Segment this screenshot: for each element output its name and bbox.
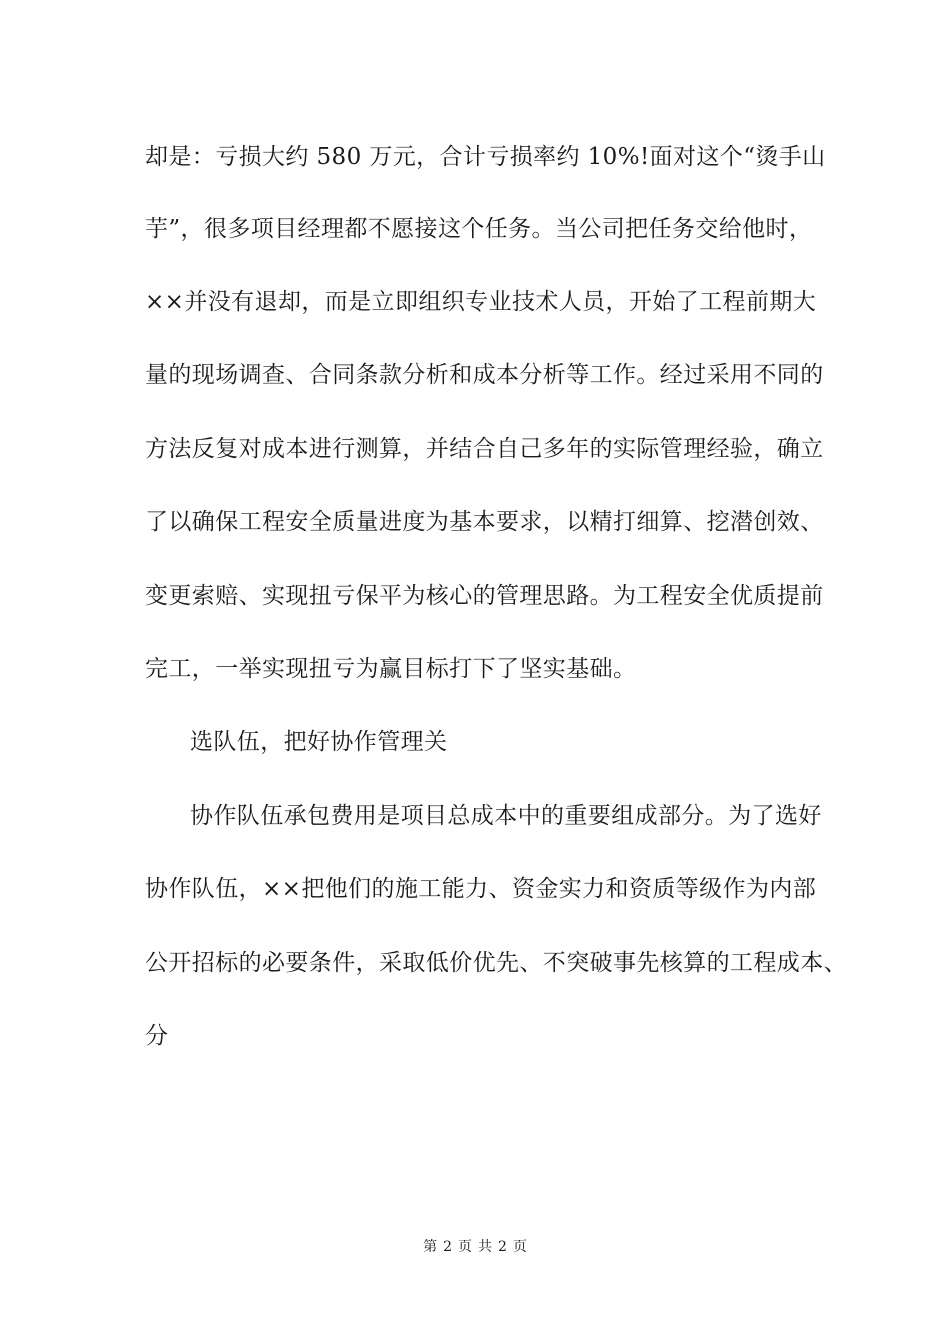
body-text-line: 完工，一举实现扭亏为赢目标打下了坚实基础。 (145, 656, 637, 682)
body-text-line: 了以确保工程安全质量进度为基本要求，以精打细算、挖潜创效、 (145, 509, 824, 535)
body-text-line: 协作队伍承包费用是项目总成本中的重要组成部分。为了选好 (190, 803, 822, 829)
body-text-line: 公开招标的必要条件，采取低价优先、不突破事先核算的工程成本、 (145, 950, 847, 976)
footer-total-prefix: 共 (478, 1239, 492, 1255)
page-footer (0, 1238, 950, 1256)
footer-total-pages: 2 (498, 1239, 507, 1255)
body-text-line: 芋”，很多项目经理都不愿接这个任务。当公司把任务交给他时， (145, 216, 813, 242)
body-text-line: 方法反复对成本进行测算，并结合自己多年的实际管理经验，确立 (145, 436, 824, 462)
body-text-line: 量的现场调查、合同条款分析和成本分析等工作。经过采用不同的 (145, 362, 824, 388)
body-text-line: 分 (145, 1023, 169, 1049)
footer-current-page: 2 (443, 1239, 452, 1255)
body-text-line: 变更索赔、实现扭亏保平为核心的管理思路。为工程安全优质提前 (145, 583, 824, 609)
section-heading: 选队伍，把好协作管理关 (190, 729, 448, 755)
footer-total-suffix: 页 (512, 1239, 527, 1255)
footer-page-prefix: 第 (423, 1239, 438, 1255)
body-text-line: 却是：亏损大约 580 万元，合计亏损率约 10%!面对这个“烫手山 (145, 144, 826, 170)
body-text-line: 协作队伍，××把他们的施工能力、资金实力和资质等级作为内部 (145, 876, 817, 902)
footer-page-word: 页 (458, 1239, 472, 1255)
body-text-line: ××并没有退却，而是立即组织专业技术人员，开始了工程前期大 (145, 289, 817, 315)
